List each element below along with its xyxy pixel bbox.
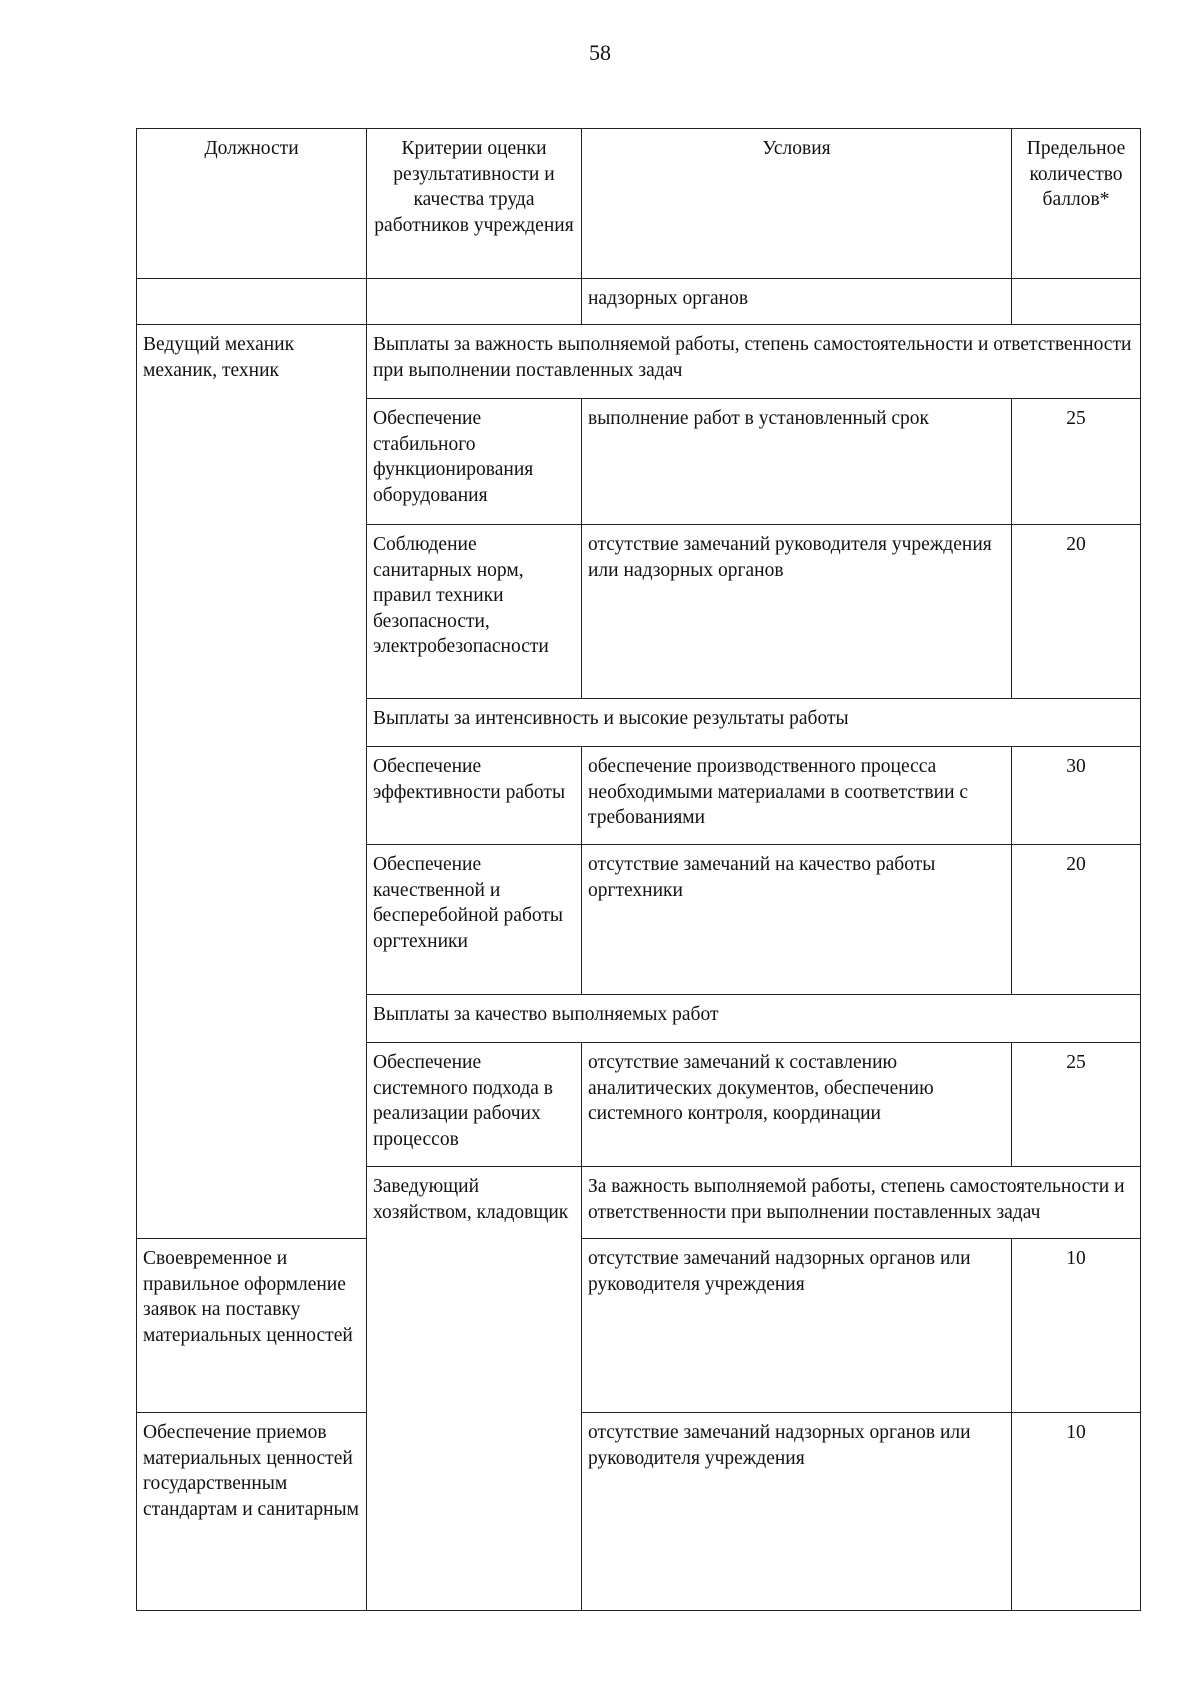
continuation-conditions: надзорных органов xyxy=(582,279,1012,325)
criterion-cell: Обеспечение эффективности работы xyxy=(367,747,582,845)
criteria-table xyxy=(136,128,1141,1611)
condition-cell: отсутствие замечаний надзорных органов или руководителя учреждения xyxy=(582,1413,1012,1611)
condition-cell: отсутствие замечаний руководителя учреждения или надзорных органов xyxy=(582,525,1012,699)
condition-cell: отсутствие замечаний к составлению аналитических документов, обеспечению системного контроля, координации xyxy=(582,1043,1012,1167)
points-cell: 10 xyxy=(1012,1239,1141,1413)
criterion-cell: Обеспечение системного подхода в реализации рабочих процессов xyxy=(367,1043,582,1167)
criterion-cell: Соблюдение санитарных норм, правил техники безопасности, электробезопасности xyxy=(367,525,582,699)
header-criteria: Критерии оценки результативности и качества труда работников учреждения xyxy=(367,129,582,279)
continuation-criteria xyxy=(367,279,582,325)
section-title: Выплаты за важность выполняемой работы, степень самостоятельности и ответственности при выполнении поставленных задач xyxy=(367,325,1141,399)
criterion-cell: Обеспечение стабильного функционирования оборудования xyxy=(367,399,582,525)
points-cell: 20 xyxy=(1012,845,1141,995)
condition-cell: отсутствие замечаний надзорных органов или руководителя учреждения xyxy=(582,1239,1012,1413)
condition-cell: отсутствие замечаний на качество работы оргтехники xyxy=(582,845,1012,995)
section-row xyxy=(137,325,1141,399)
table-header-row xyxy=(137,129,1141,279)
criterion-cell: Обеспечение качественной и бесперебойной работы оргтехники xyxy=(367,845,582,995)
section-title: Выплаты за интенсивность и высокие результаты работы xyxy=(367,699,1141,747)
continuation-points xyxy=(1012,279,1141,325)
points-cell: 10 xyxy=(1012,1413,1141,1611)
criterion-cell: Обеспечение приемов материальных ценностей государственным стандартам и санитарным xyxy=(137,1413,367,1611)
condition-cell: обеспечение производственного процесса необходимыми материалами в соответствии с требованиями xyxy=(582,747,1012,845)
table-row xyxy=(137,1413,1141,1611)
header-position: Должности xyxy=(137,129,367,279)
position-cell: Заведующий хозяйством, кладовщик xyxy=(367,1167,582,1611)
continuation-position xyxy=(137,279,367,325)
header-conditions: Условия xyxy=(582,129,1012,279)
criterion-cell: Своевременное и правильное оформление заявок на поставку материальных ценностей xyxy=(137,1239,367,1413)
section-title: Выплаты за качество выполняемых работ xyxy=(367,995,1141,1043)
section-title: За важность выполняемой работы, степень самостоятельности и ответственности при выполнении поставленных задач xyxy=(582,1167,1141,1239)
points-cell: 30 xyxy=(1012,747,1141,845)
points-cell: 20 xyxy=(1012,525,1141,699)
points-cell: 25 xyxy=(1012,399,1141,525)
position-cell: Ведущий механик механик, техник xyxy=(137,325,367,1239)
page-number: 58 xyxy=(589,40,611,65)
condition-cell: выполнение работ в установленный срок xyxy=(582,399,1012,525)
header-points: Предельное количество баллов* xyxy=(1012,129,1141,279)
continuation-row xyxy=(137,279,1141,325)
points-cell: 25 xyxy=(1012,1043,1141,1167)
table-row xyxy=(137,1239,1141,1413)
